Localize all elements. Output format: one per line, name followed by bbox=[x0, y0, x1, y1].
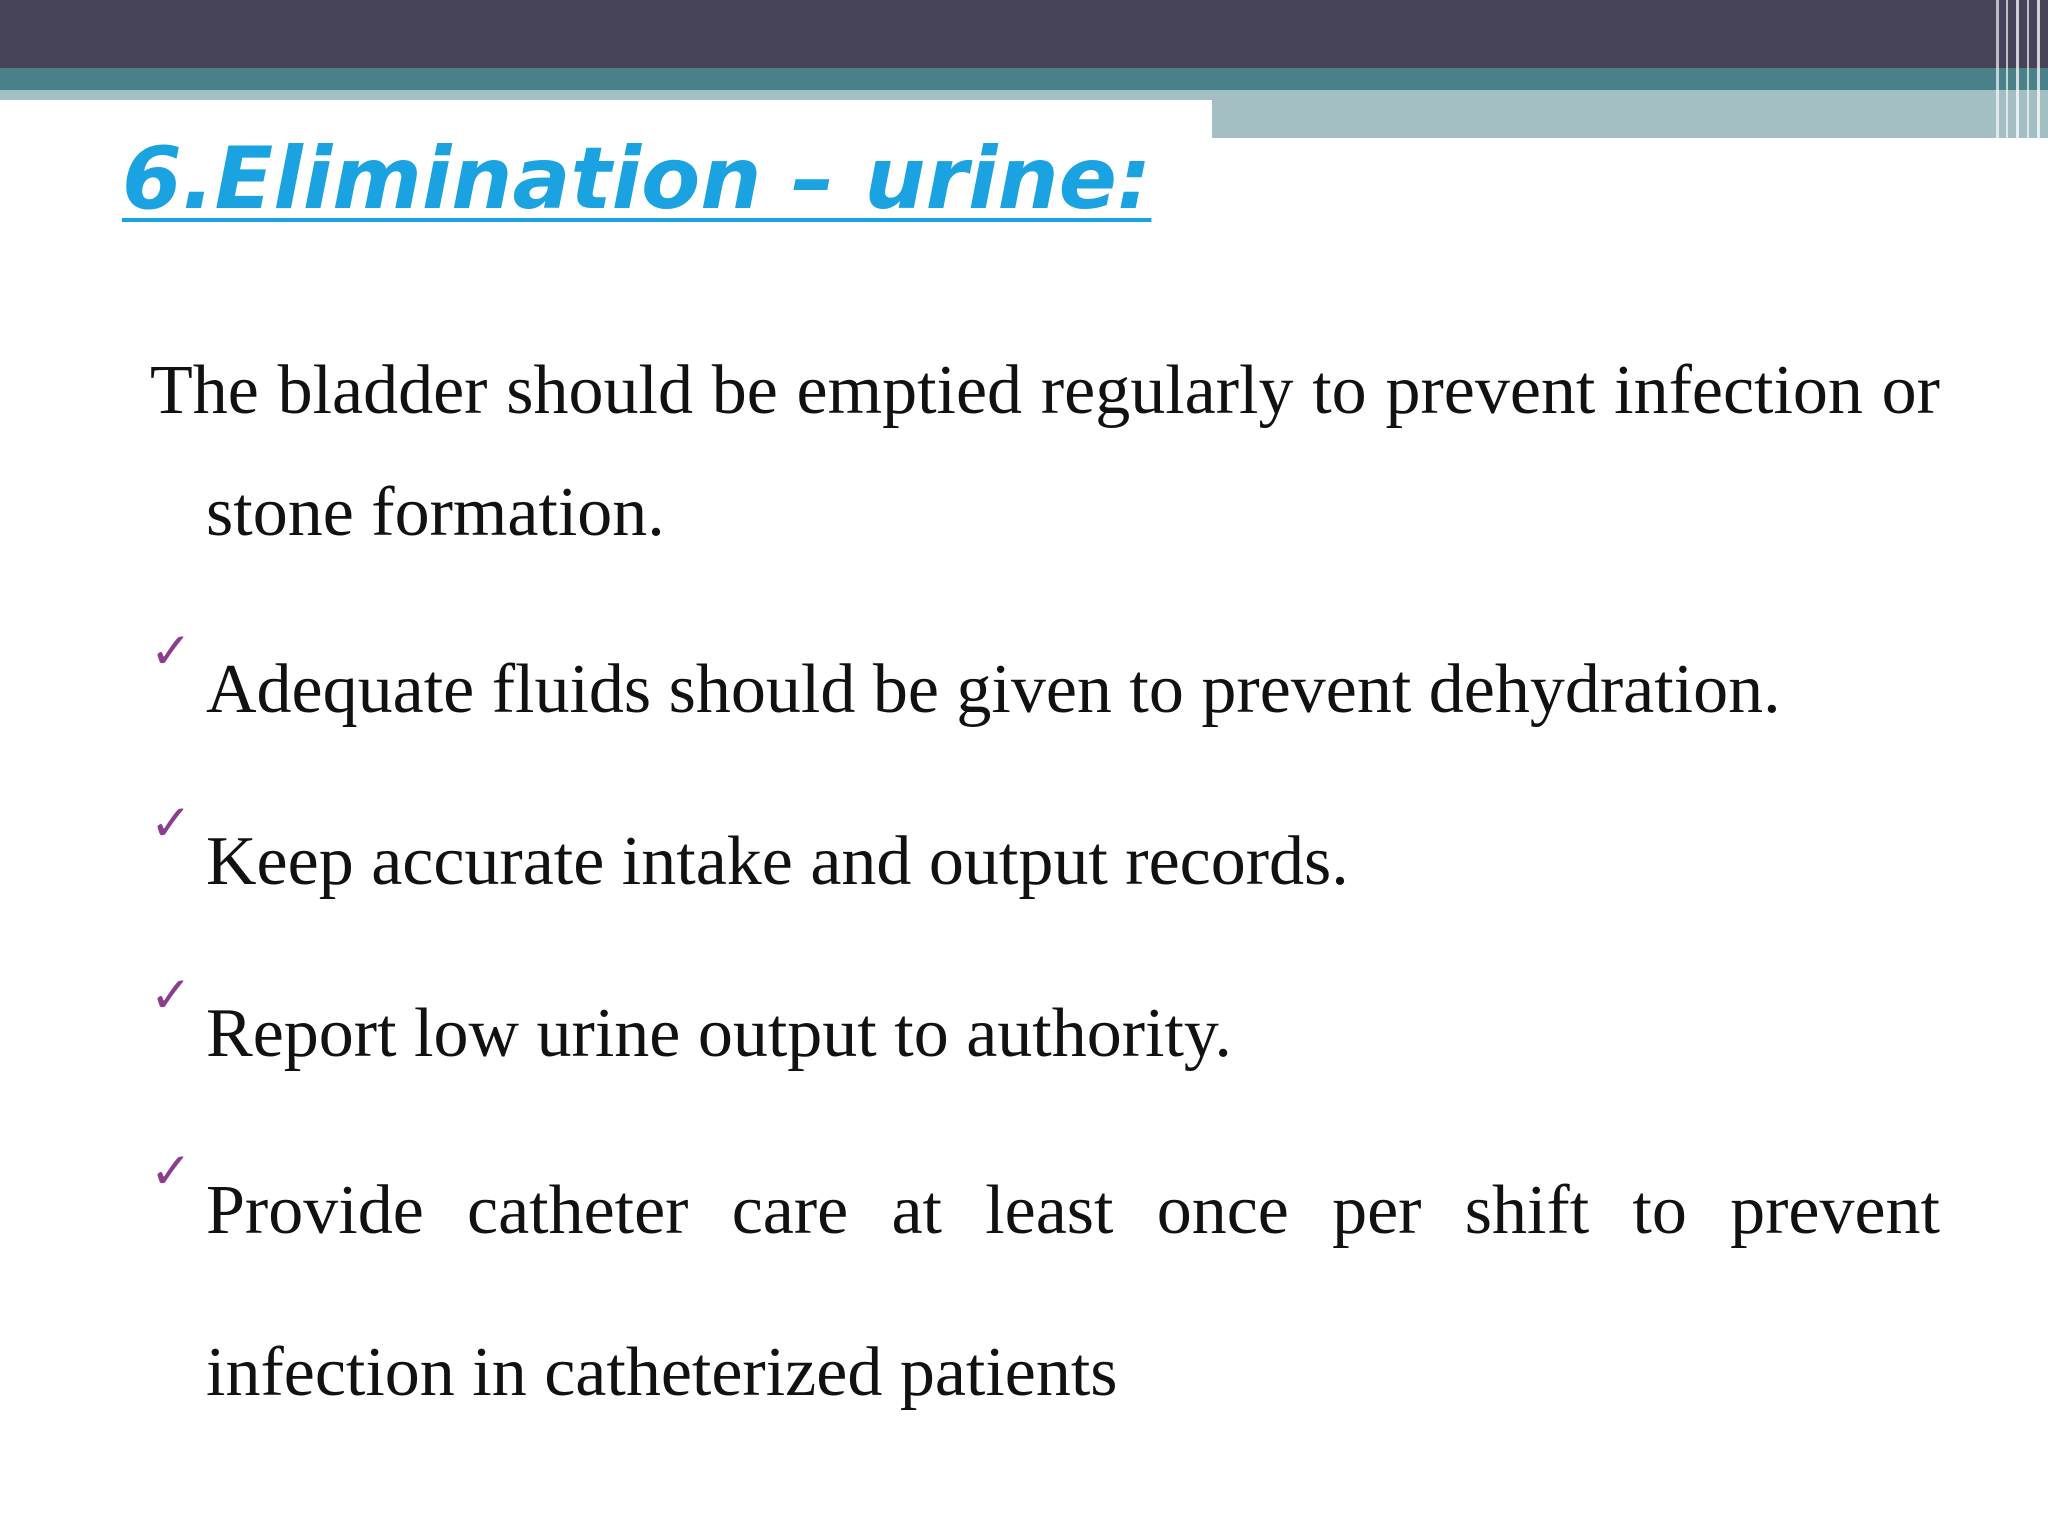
list-item bbox=[150, 622, 1940, 740]
bullet-text: Keep accurate intake and output records. bbox=[206, 823, 1349, 900]
intro-paragraph: The bladder should be emptied regularly to prevent infection or stone formation. bbox=[150, 352, 1940, 551]
list-item bbox=[150, 1130, 1940, 1454]
header-bar-dark bbox=[0, 0, 2048, 68]
header-bar-light-left bbox=[0, 90, 1212, 100]
header-bar-teal bbox=[0, 68, 2048, 90]
header-stripes-decoration bbox=[1990, 0, 2048, 138]
slide-title: 6.Elimination – urine: bbox=[122, 129, 1152, 229]
checkmark-icon: ✓ bbox=[150, 794, 192, 852]
checkmark-icon: ✓ bbox=[150, 966, 192, 1024]
bullet-text: Report low urine output to authority. bbox=[206, 995, 1232, 1072]
bullet-text: Adequate fluids should be given to prevent dehydration. bbox=[206, 651, 1781, 728]
checkmark-icon: ✓ bbox=[150, 1142, 192, 1200]
list-item bbox=[150, 966, 1940, 1084]
list-item bbox=[150, 794, 1940, 912]
header-bar-light-right bbox=[1212, 90, 2048, 138]
checkmark-icon: ✓ bbox=[150, 622, 192, 680]
bullet-text: Provide catheter care at least once per shift to prevent infection in catheterized patients bbox=[206, 1172, 1940, 1411]
slide-body bbox=[150, 330, 1940, 1411]
